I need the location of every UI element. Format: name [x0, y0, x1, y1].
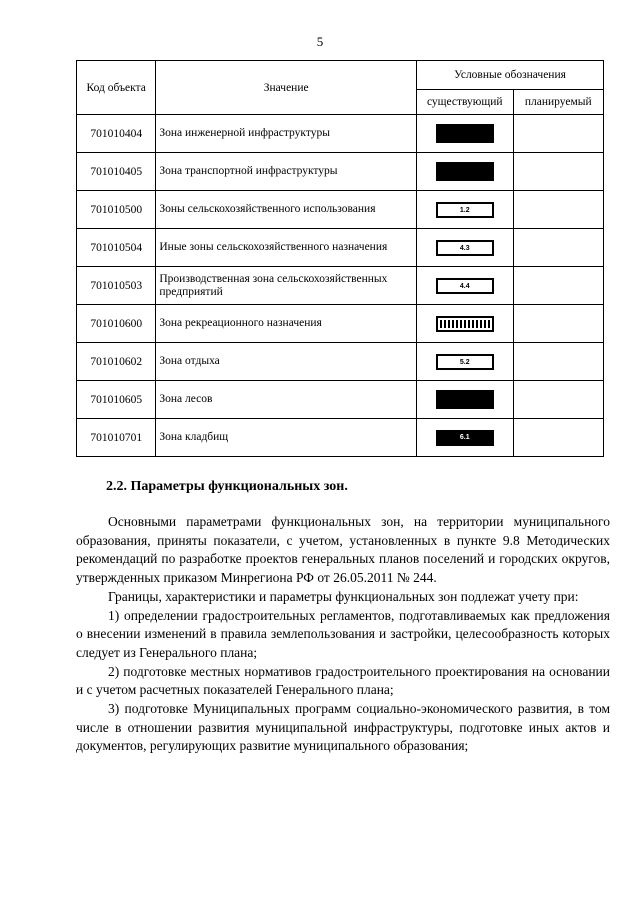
- object-code: 701010504: [77, 229, 156, 267]
- existing-symbol-cell: [416, 191, 513, 229]
- existing-symbol-cell: [416, 305, 513, 343]
- table-row: [77, 229, 604, 267]
- zone-name: Зона инженерной инфраструктуры: [156, 115, 417, 153]
- zone-name: Производственная зона сельскохозяйственных предприятий: [156, 267, 417, 305]
- section-body: [76, 513, 610, 756]
- header-value: Значение: [156, 61, 417, 115]
- header-legend: Условные обозначения: [416, 61, 603, 90]
- object-code: 701010602: [77, 343, 156, 381]
- planned-symbol-cell: [513, 191, 603, 229]
- planned-symbol-cell: [513, 381, 603, 419]
- legend-swatch: 4.3: [436, 240, 494, 256]
- table-row: [77, 343, 604, 381]
- header-existing: существующий: [416, 90, 513, 115]
- existing-symbol-cell: [416, 115, 513, 153]
- table-row: [77, 305, 604, 343]
- object-code: 701010605: [77, 381, 156, 419]
- section-heading: 2.2. Параметры функциональных зон.: [106, 479, 348, 494]
- planned-symbol-cell: [513, 343, 603, 381]
- paragraph: Границы, характеристики и параметры функциональных зон подлежат учету при:: [108, 588, 579, 604]
- legend-swatch: [436, 124, 494, 143]
- planned-symbol-cell: [513, 305, 603, 343]
- hatch-pattern: [440, 320, 490, 328]
- paragraph: 1) определении градостроительных регламентов, подготавливаемых как предложения о внесении изменений в правила землепользования и застройки, целесообразность которых следует из Генерального плана;: [76, 607, 610, 660]
- existing-symbol-cell: [416, 343, 513, 381]
- legend-swatch: [436, 316, 494, 332]
- legend-swatch: 1.2: [436, 202, 494, 218]
- table-row: [77, 267, 604, 305]
- planned-symbol-cell: [513, 115, 603, 153]
- zone-name: Зона транспортной инфраструктуры: [156, 153, 417, 191]
- zone-name: Зона кладбищ: [156, 419, 417, 457]
- legend-swatch: [436, 162, 494, 181]
- object-code: 701010701: [77, 419, 156, 457]
- paragraph: Основными параметрами функциональных зон, на территории муниципального образования, приняты показатели, с учетом, установленных в пункте 9.8 Методических рекомендаций по разработке проектов генеральных планов поселений и городских округов, утвержденных приказом Минрегиона РФ от 26.05.2011 № 244.: [76, 514, 610, 586]
- planned-symbol-cell: [513, 267, 603, 305]
- object-code: 701010503: [77, 267, 156, 305]
- table-row: [77, 191, 604, 229]
- existing-symbol-cell: [416, 267, 513, 305]
- legend-swatch: [436, 390, 494, 409]
- existing-symbol-cell: [416, 229, 513, 267]
- header-code: Код объекта: [77, 61, 156, 115]
- zone-name: Зона рекреационного назначения: [156, 305, 417, 343]
- zone-name: Иные зоны сельскохозяйственного назначения: [156, 229, 417, 267]
- page-number: 5: [316, 34, 324, 49]
- table-row: [77, 381, 604, 419]
- legend-table-body: [77, 115, 604, 457]
- object-code: 701010600: [77, 305, 156, 343]
- zone-name: Зоны сельскохозяйственного использования: [156, 191, 417, 229]
- legend-swatch: 5.2: [436, 354, 494, 370]
- object-code: 701010405: [77, 153, 156, 191]
- table-row: [77, 419, 604, 457]
- zone-name: Зона лесов: [156, 381, 417, 419]
- legend-swatch: 4.4: [436, 278, 494, 294]
- object-code: 701010404: [77, 115, 156, 153]
- table-row: [77, 153, 604, 191]
- existing-symbol-cell: [416, 381, 513, 419]
- zone-name: Зона отдыха: [156, 343, 417, 381]
- existing-symbol-cell: [416, 153, 513, 191]
- object-code: 701010500: [77, 191, 156, 229]
- table-row: [77, 115, 604, 153]
- paragraph: 2) подготовке местных нормативов градостроительного проектирования на основании и с учетом расчетных показателей Генерального плана;: [76, 663, 610, 698]
- legend-swatch: 6.1: [436, 430, 494, 446]
- paragraph: 3) подготовке Муниципальных программ социально-экономического развития, в том числе в отношении развития муниципальной инфраструктуры, подготовке иных актов и документов, регулирующих развитие муниципального образования;: [76, 701, 610, 754]
- header-planned: планируемый: [513, 90, 603, 115]
- legend-table: [76, 60, 604, 457]
- planned-symbol-cell: [513, 153, 603, 191]
- planned-symbol-cell: [513, 229, 603, 267]
- existing-symbol-cell: [416, 419, 513, 457]
- planned-symbol-cell: [513, 419, 603, 457]
